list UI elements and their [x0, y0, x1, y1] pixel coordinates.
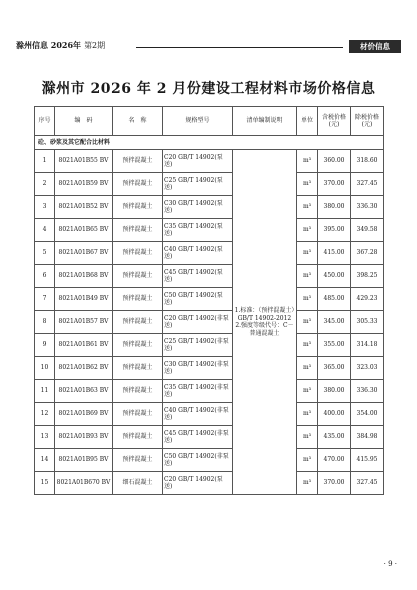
table-row: [35, 472, 384, 495]
row-name: 预拌混凝土: [113, 426, 163, 449]
row-spec: C45 GB/T 14902(泵送): [163, 265, 233, 288]
row-name: 预拌混凝土: [113, 334, 163, 357]
col-seq: 序号: [35, 107, 55, 136]
row-name: 预拌混凝土: [113, 173, 163, 196]
table-row: [35, 265, 384, 288]
row-seq: 8: [35, 311, 55, 334]
row-seq: 13: [35, 426, 55, 449]
row-seq: 2: [35, 173, 55, 196]
row-untaxed-price: 354.00: [351, 403, 384, 426]
table-row: [35, 173, 384, 196]
row-unit: m³: [297, 403, 318, 426]
row-untaxed-price: 367.28: [351, 242, 384, 265]
row-spec: C35 GB/T 14902(泵送): [163, 219, 233, 242]
header-rule: [136, 47, 343, 48]
row-spec: C25 GB/T 14902(泵送): [163, 173, 233, 196]
row-code: 8021A01B63 BV: [55, 380, 113, 403]
row-code: 8021A01B93 BV: [55, 426, 113, 449]
row-taxed-price: 450.00: [318, 265, 351, 288]
col-untaxed: 除税价格(元): [351, 107, 384, 136]
row-code: 8021A01B69 BV: [55, 403, 113, 426]
row-seq: 12: [35, 403, 55, 426]
issue-year: 滁州信息 2026年: [16, 40, 82, 50]
col-spec: 规格型号: [163, 107, 233, 136]
row-taxed-price: 395.00: [318, 219, 351, 242]
row-untaxed-price: 398.25: [351, 265, 384, 288]
issue-number: 第2期: [84, 41, 106, 50]
col-note: 清单编制说明: [233, 107, 297, 136]
row-taxed-price: 380.00: [318, 380, 351, 403]
table-row: [35, 242, 384, 265]
row-name: 预拌混凝土: [113, 311, 163, 334]
row-spec: C50 GB/T 14902(泵送): [163, 288, 233, 311]
table-row: [35, 357, 384, 380]
row-taxed-price: 435.00: [318, 426, 351, 449]
table-header-row: [35, 107, 384, 136]
section-label: 砼、砂浆及其它配合比材料: [35, 136, 384, 150]
row-name: 预拌混凝土: [113, 219, 163, 242]
issue-label: [16, 40, 105, 51]
table-row: [35, 219, 384, 242]
table-row: [35, 288, 384, 311]
row-unit: m³: [297, 357, 318, 380]
row-untaxed-price: 336.30: [351, 196, 384, 219]
row-taxed-price: 355.00: [318, 334, 351, 357]
row-unit: m³: [297, 311, 318, 334]
row-code: 8021A01B670 BV: [55, 472, 113, 495]
row-untaxed-price: 318.60: [351, 150, 384, 173]
price-table: [34, 106, 384, 495]
table-row: [35, 311, 384, 334]
row-unit: m³: [297, 150, 318, 173]
row-name: 预拌混凝土: [113, 242, 163, 265]
row-code: 8021A01B59 BV: [55, 173, 113, 196]
row-code: 8021A01B55 BV: [55, 150, 113, 173]
row-unit: m³: [297, 196, 318, 219]
row-name: 预拌混凝土: [113, 449, 163, 472]
row-spec: C20 GB/T 14902(非泵送): [163, 311, 233, 334]
row-seq: 1: [35, 150, 55, 173]
row-seq: 14: [35, 449, 55, 472]
table-row: [35, 380, 384, 403]
row-untaxed-price: 327.45: [351, 472, 384, 495]
row-taxed-price: 485.00: [318, 288, 351, 311]
table-row: [35, 403, 384, 426]
row-name: 预拌混凝土: [113, 150, 163, 173]
row-untaxed-price: 415.95: [351, 449, 384, 472]
row-taxed-price: 470.00: [318, 449, 351, 472]
row-name: 预拌混凝土: [113, 196, 163, 219]
row-unit: m³: [297, 219, 318, 242]
section-row: [35, 136, 384, 150]
row-code: 8021A01B61 BV: [55, 334, 113, 357]
row-seq: 4: [35, 219, 55, 242]
row-code: 8021A01B65 BV: [55, 219, 113, 242]
row-code: 8021A01B62 BV: [55, 357, 113, 380]
row-name: 预拌混凝土: [113, 288, 163, 311]
row-untaxed-price: 384.98: [351, 426, 384, 449]
row-untaxed-price: 429.23: [351, 288, 384, 311]
specification-note: 1.标准：（预拌混凝土）GB/T 14902-2012 2.强度等级代号：C－普通混凝土: [233, 150, 297, 495]
col-taxed: 含税价格(元): [318, 107, 351, 136]
row-unit: m³: [297, 426, 318, 449]
table-row: [35, 150, 384, 173]
row-spec: C40 GB/T 14902(泵送): [163, 242, 233, 265]
row-code: 8021A01B67 BV: [55, 242, 113, 265]
page-header: [16, 40, 401, 54]
page-number: · 9 ·: [383, 560, 397, 568]
row-untaxed-price: 323.03: [351, 357, 384, 380]
row-untaxed-price: 314.18: [351, 334, 384, 357]
table-body: [35, 136, 384, 495]
row-taxed-price: 370.00: [318, 472, 351, 495]
row-spec: C45 GB/T 14902(非泵送): [163, 426, 233, 449]
row-taxed-price: 365.00: [318, 357, 351, 380]
row-spec: C30 GB/T 14902(泵送): [163, 196, 233, 219]
row-seq: 15: [35, 472, 55, 495]
row-code: 8021A01B68 BV: [55, 265, 113, 288]
page-title: 滁州市 2026 年 2 月份建设工程材料市场价格信息: [41, 81, 376, 97]
row-taxed-price: 380.00: [318, 196, 351, 219]
row-untaxed-price: 305.33: [351, 311, 384, 334]
row-unit: m³: [297, 288, 318, 311]
col-name: 名 称: [113, 107, 163, 136]
row-seq: 9: [35, 334, 55, 357]
row-name: 预拌混凝土: [113, 380, 163, 403]
row-untaxed-price: 349.58: [351, 219, 384, 242]
row-code: 8021A01B52 BV: [55, 196, 113, 219]
row-spec: C20 GB/T 14902(泵送): [163, 472, 233, 495]
row-untaxed-price: 327.45: [351, 173, 384, 196]
row-code: 8021A01B95 BV: [55, 449, 113, 472]
row-seq: 11: [35, 380, 55, 403]
row-code: 8021A01B57 BV: [55, 311, 113, 334]
row-name: 预拌混凝土: [113, 357, 163, 380]
row-unit: m³: [297, 173, 318, 196]
table-row: [35, 449, 384, 472]
row-unit: m³: [297, 334, 318, 357]
row-code: 8021A01B49 BV: [55, 288, 113, 311]
row-name: 预拌混凝土: [113, 265, 163, 288]
row-name: 预拌混凝土: [113, 403, 163, 426]
row-seq: 6: [35, 265, 55, 288]
section-badge: 材价信息: [349, 40, 401, 53]
row-seq: 5: [35, 242, 55, 265]
row-seq: 10: [35, 357, 55, 380]
row-untaxed-price: 336.30: [351, 380, 384, 403]
row-unit: m³: [297, 380, 318, 403]
row-taxed-price: 360.00: [318, 150, 351, 173]
table-row: [35, 334, 384, 357]
col-code: 编 码: [55, 107, 113, 136]
row-spec: C35 GB/T 14902(非泵送): [163, 380, 233, 403]
row-name: 细石混凝土: [113, 472, 163, 495]
row-spec: C30 GB/T 14902(非泵送): [163, 357, 233, 380]
row-seq: 7: [35, 288, 55, 311]
row-spec: C40 GB/T 14902(非泵送): [163, 403, 233, 426]
row-taxed-price: 370.00: [318, 173, 351, 196]
row-spec: C50 GB/T 14902(非泵送): [163, 449, 233, 472]
row-taxed-price: 345.00: [318, 311, 351, 334]
col-unit: 单位: [297, 107, 318, 136]
table-row: [35, 426, 384, 449]
row-unit: m³: [297, 265, 318, 288]
row-spec: C20 GB/T 14902(泵送): [163, 150, 233, 173]
row-spec: C25 GB/T 14902(非泵送): [163, 334, 233, 357]
row-unit: m³: [297, 242, 318, 265]
row-taxed-price: 415.00: [318, 242, 351, 265]
row-unit: m³: [297, 449, 318, 472]
row-unit: m³: [297, 472, 318, 495]
row-taxed-price: 400.00: [318, 403, 351, 426]
table-row: [35, 196, 384, 219]
row-seq: 3: [35, 196, 55, 219]
